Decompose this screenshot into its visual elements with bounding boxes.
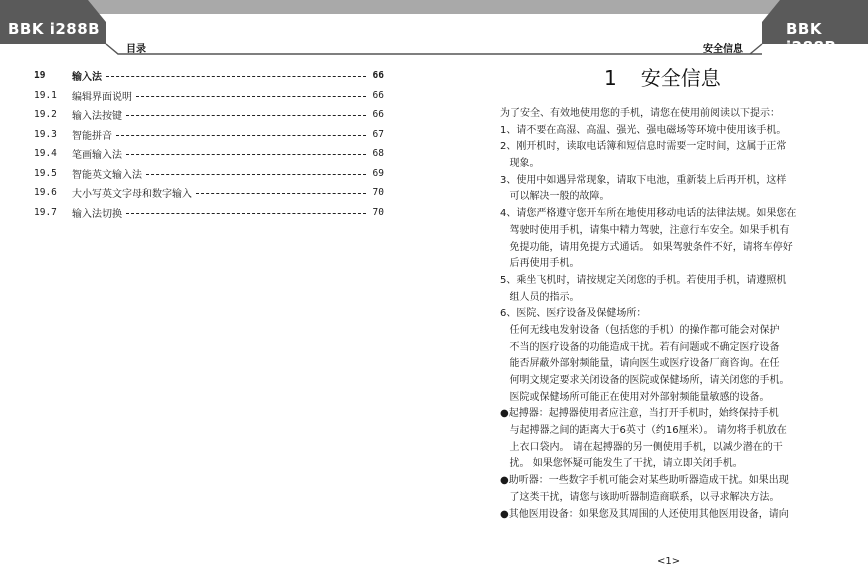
toc-leader (196, 193, 366, 194)
toc-page: 67 (372, 128, 384, 140)
toc-page: 70 (372, 206, 384, 218)
toc-number: 19.5 (34, 167, 57, 179)
body-line: 扰。 如果您怀疑可能发生了干扰，请立即关闭手机。 (500, 458, 743, 470)
toc-leader (126, 115, 366, 116)
toc-row[interactable] (34, 203, 384, 223)
section-heading (604, 62, 721, 91)
toc-row[interactable] (34, 125, 384, 145)
body-line: 6、医院、医疗设备及保健场所： (500, 308, 647, 320)
toc-title: 输入法切换 (72, 208, 122, 220)
body-line: 与起搏器之间的距离大于6英寸（约16厘米）。 请勿将手机放在 (500, 425, 787, 437)
page-header-left-title: 目录 (126, 44, 146, 55)
body-line: 了这类干扰，请您与该助听器制造商联系，以寻求解决方法。 (500, 491, 780, 503)
body-line: 可以解决一般的故障。 (500, 191, 610, 203)
toc-number: 19.7 (34, 206, 57, 218)
toc-title: 编辑界面说明 (72, 91, 132, 103)
body-line: 3、使用中如遇异常现象，请取下电池，重新装上后再开机，这样 (500, 174, 787, 186)
toc-leader (116, 135, 366, 136)
safety-info-body (500, 106, 840, 523)
toc-number: 19.6 (34, 187, 57, 199)
brand-logo-right: BBK i288B (786, 20, 837, 56)
toc-title: 笔画输入法 (72, 150, 122, 162)
body-line: 能否屏蔽外部射频能量，请向医生或医疗设备厂商咨询。在任 (500, 358, 780, 370)
toc-row[interactable] (34, 66, 384, 86)
body-line: 免提功能，请用免提方式通话。 如果驾驶条件不好，请将车停好 (500, 241, 793, 253)
toc-title: 智能英文输入法 (72, 169, 142, 181)
body-line: ●起搏器：起搏器使用者应注意，当打开手机时，始终保持手机 (500, 408, 779, 420)
body-line: 为了安全、有效地使用您的手机，请您在使用前阅读以下提示： (500, 108, 780, 119)
body-line: 任何无线电发射设备（包括您的手机）的操作都可能会对保护 (500, 324, 780, 336)
body-line: 后再使用手机。 (500, 258, 580, 270)
body-line: 驾驶时使用手机，请集中精力驾驶，注意行车安全。如果手机有 (500, 224, 790, 236)
body-line: 不当的医疗设备的功能造成干扰。若有问题或不确定医疗设备 (500, 341, 780, 353)
table-of-contents (34, 66, 384, 222)
toc-leader (126, 213, 366, 214)
toc-row[interactable] (34, 183, 384, 203)
toc-number: 19.3 (34, 128, 57, 140)
section-title: 安全信息 (640, 66, 721, 90)
body-line: 2、刚开机时，读取电话簿和短信息时需要一定时间，这属于正常 (500, 141, 787, 153)
toc-title: 输入法 (72, 72, 102, 84)
toc-row[interactable] (34, 86, 384, 106)
toc-row[interactable] (34, 144, 384, 164)
page-header-right-title: 安全信息 (703, 44, 743, 55)
body-line: 上衣口袋内。 请在起搏器的另一侧使用手机，以减少潜在的干 (500, 441, 783, 453)
body-line: 何明文规定要求关闭设备的医院或保健场所，请关闭您的手机。 (500, 375, 790, 386)
body-line: 医院或保健场所可能正在使用对外部射频能量敏感的设备。 (500, 391, 770, 403)
toc-page: 68 (372, 148, 384, 160)
body-line: 组人员的指示。 (500, 291, 580, 303)
body-line: 现象。 (500, 158, 540, 170)
toc-leader (136, 96, 366, 97)
toc-number: 19.2 (34, 109, 57, 121)
toc-row[interactable] (34, 164, 384, 184)
body-line: ●其他医用设备：如果您及其周围的人还使用其他医用设备，请向 (500, 508, 789, 520)
toc-number: 19 (34, 70, 46, 82)
body-line: ●助听器：一些数字手机可能会对某些助听器造成干扰。如果出现 (500, 475, 789, 487)
toc-row[interactable] (34, 105, 384, 125)
toc-leader (146, 174, 366, 175)
toc-page: 66 (372, 109, 384, 121)
toc-title: 输入法按键 (72, 111, 122, 123)
toc-number: 19.4 (34, 148, 57, 160)
toc-leader (106, 76, 366, 77)
toc-page: 70 (372, 187, 384, 199)
brand-logo-left: BBK i288B (8, 20, 101, 38)
toc-title: 智能拼音 (72, 130, 112, 142)
toc-title: 大小写英文字母和数字输入 (72, 189, 192, 201)
body-line: 4、请您严格遵守您开车所在地使用移动电话的法律法规。如果您在 (500, 208, 797, 220)
section-number: 1 (604, 66, 617, 90)
toc-page: 69 (372, 167, 384, 179)
toc-number: 19.1 (34, 89, 57, 101)
body-line: 1、请不要在高湿、高温、强光、强电磁场等环境中使用该手机。 (500, 124, 787, 136)
page-number: <1> (657, 556, 681, 567)
toc-page: 66 (372, 89, 384, 101)
toc-page: 66 (372, 70, 384, 82)
body-line: 5、乘坐飞机时，请按规定关闭您的手机。若使用手机，请遵照机 (500, 274, 787, 286)
toc-leader (126, 154, 366, 155)
